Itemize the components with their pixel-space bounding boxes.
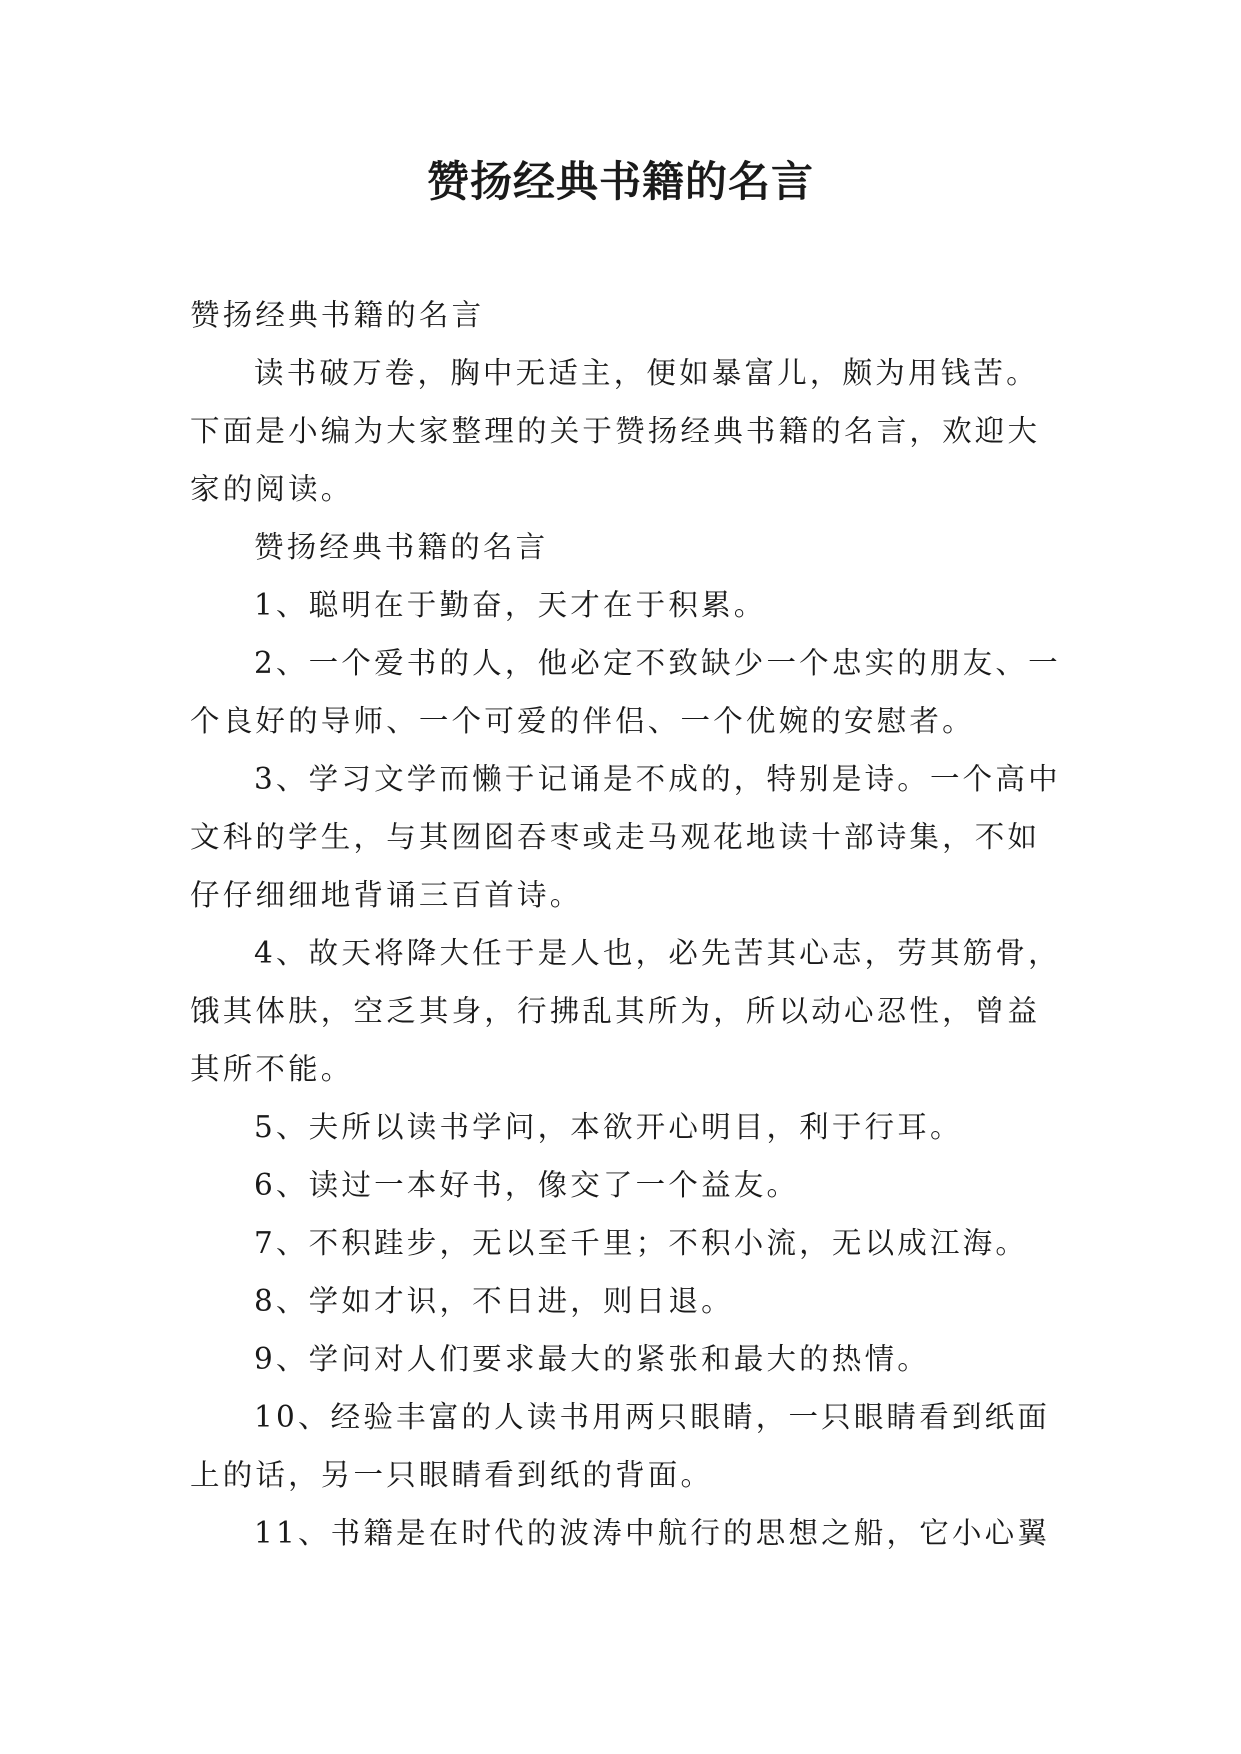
paragraph: 赞扬经典书籍的名言	[190, 298, 485, 332]
paragraph: 10、经验丰富的人读书用两只眼睛，一只眼睛看到纸面上的话，另一只眼睛看到纸的背面。	[190, 1400, 1051, 1492]
paragraph: 读书破万卷，胸中无适主，便如暴富儿，颇为用钱苦。下面是小编为大家整理的关于赞扬经典书籍的名言，欢迎大家的阅读。	[190, 356, 1041, 506]
paragraph: 8、学如才识，不日进，则日退。	[254, 1284, 734, 1318]
paragraph: 6、读过一本好书，像交了一个益友。	[254, 1168, 800, 1202]
paragraph: 4、故天将降大任于是人也，必先苦其心志，劳其筋骨，饿其体肤，空乏其身，行拂乱其所为，所以动心忍性，曾益其所不能。	[190, 936, 1061, 1086]
document-body	[190, 286, 1066, 1562]
paragraph: 赞扬经典书籍的名言	[254, 530, 549, 564]
paragraph: 5、夫所以读书学问，本欲开心明目，利于行耳。	[254, 1110, 963, 1144]
paragraph: 3、学习文学而懒于记诵是不成的，特别是诗。一个高中文科的学生，与其囫囵吞枣或走马观花地读十部诗集，不如仔仔细细地背诵三百首诗。	[190, 762, 1061, 912]
paragraph: 11、书籍是在时代的波涛中航行的思想之船，它小心翼	[254, 1516, 1051, 1550]
document-title: 赞扬经典书籍的名言	[426, 157, 814, 206]
paragraph: 9、学问对人们要求最大的紧张和最大的热情。	[254, 1342, 930, 1376]
paragraph: 2、一个爱书的人，他必定不致缺少一个忠实的朋友、一个良好的导师、一个可爱的伴侣、一个优婉的安慰者。	[190, 646, 1061, 738]
paragraph: 1、聪明在于勤奋，天才在于积累。	[254, 588, 767, 622]
paragraph: 7、不积跬步，无以至千里；不积小流，无以成江海。	[254, 1226, 1029, 1260]
